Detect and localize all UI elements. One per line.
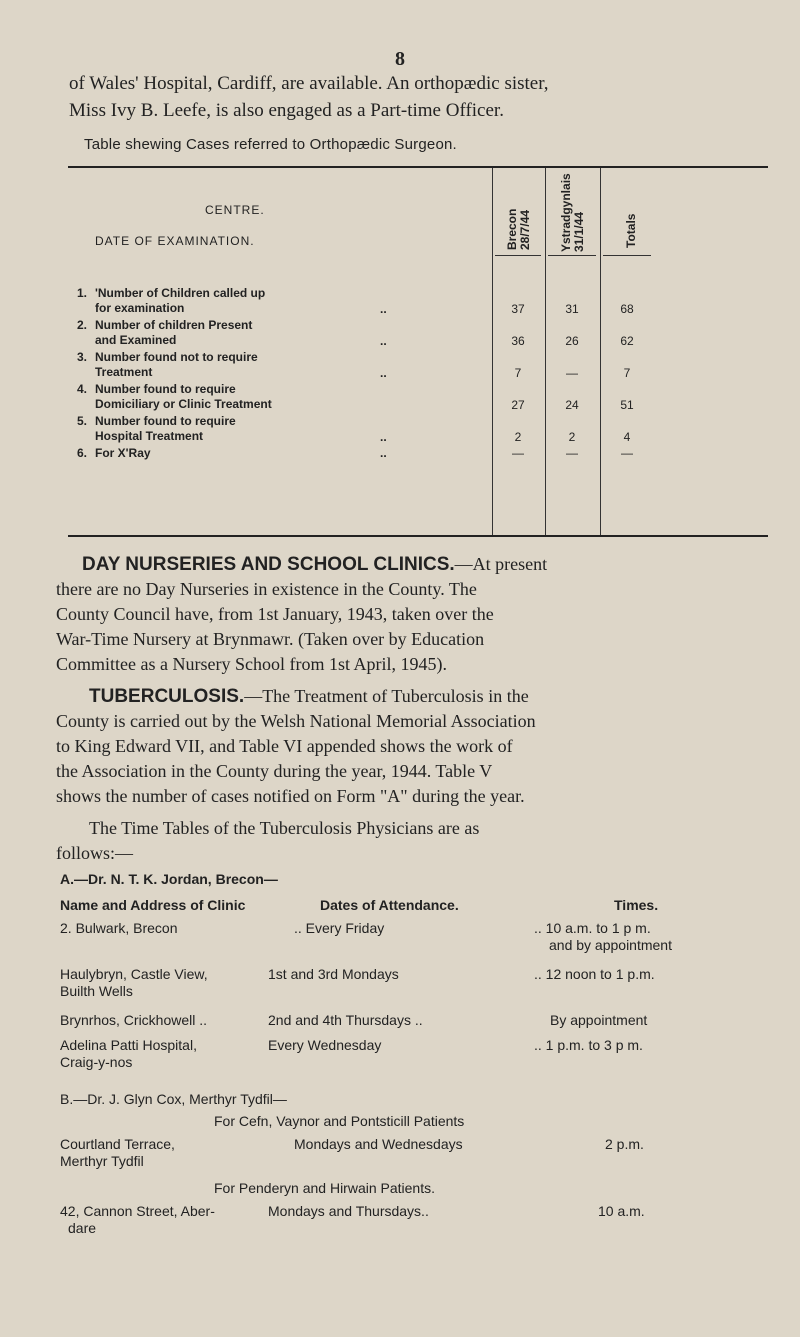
schedule-b-clinic: 42, Cannon Street, Aber- dare (60, 1203, 215, 1236)
schedule-a-clinic: Brynrhos, Crickhowell .. (60, 1012, 208, 1028)
table-divider-3 (600, 168, 601, 535)
schedule-a-dates: .. Every Friday (294, 920, 385, 936)
schedule-b-times: 2 p.m. (605, 1136, 644, 1152)
table-cell: 2 (568, 430, 576, 444)
table-row-label: 4. Number found to require Domiciliary or Clinic Treatment (77, 382, 272, 411)
header-brecon: Brecon 28/7/44 (505, 208, 532, 250)
schedule-a-clinic: Haulybryn, Castle View, Builth Wells (60, 966, 208, 999)
table-row-label: 5. Number found to require Hospital Treatment (77, 414, 236, 443)
table-cell: 36 (511, 334, 525, 348)
table-cell: 51 (620, 398, 634, 412)
intro-line-2: Miss Ivy B. Leefe, is also engaged as a Part-time Officer. (69, 100, 504, 121)
schedule-a-col-dates: Dates of Attendance. (320, 897, 459, 913)
table-caption: Table shewing Cases referred to Orthopædic Surgeon. (84, 136, 457, 153)
table-cell: 31 (565, 302, 579, 316)
leader-dots: .. (380, 334, 387, 348)
table-cell: 7 (623, 366, 631, 380)
header-underline-3 (603, 255, 651, 256)
schedule-b-title: B.—Dr. J. Glyn Cox, Merthyr Tydfil— (60, 1091, 287, 1107)
table-divider-1 (492, 168, 493, 535)
schedule-a-times: .. 1 p.m. to 3 p m. (534, 1037, 643, 1053)
schedule-a-clinic: 2. Bulwark, Brecon (60, 920, 178, 936)
schedule-a-clinic: Adelina Patti Hospital, Craig-y-nos (60, 1037, 197, 1070)
table-divider-2 (545, 168, 546, 535)
schedule-b-dates: Mondays and Thursdays.. (268, 1203, 429, 1219)
table-cell: 68 (620, 302, 634, 316)
schedule-a-title: A.—Dr. N. T. K. Jordan, Brecon— (60, 871, 278, 887)
intro-line-1: of Wales' Hospital, Cardiff, are available. An orthopædic sister, (69, 73, 549, 94)
time-tables-paragraph: The Time Tables of the Tuberculosis Physicians are as follows:— (56, 818, 480, 863)
table-cell: — (566, 446, 578, 460)
table-bottom-rule (68, 535, 768, 537)
schedule-a-dates: 1st and 3rd Mondays (268, 966, 399, 982)
schedule-a-times: .. 10 a.m. to 1 p m. and by appointment (534, 920, 672, 953)
table-row-label: 1. 'Number of Children called up for examination (77, 286, 266, 315)
table-cell: 26 (565, 334, 579, 348)
day-nurseries-paragraph: DAY NURSERIES AND SCHOOL CLINICS.—At present there are no Day Nurseries in existence in the County. The County Council have, from 1st January, 1943, taken over the War-Time Nursery at Brynmawr. (Taken over by Education Committee as a Nursery School from 1st April, 1945). (56, 554, 548, 674)
table-top-rule (68, 166, 768, 168)
schedule-a-col-times: Times. (614, 897, 659, 913)
leader-dots: .. (380, 430, 387, 444)
leader-dots: .. (380, 366, 387, 380)
schedule-a-dates: Every Wednesday (268, 1037, 382, 1053)
table-cell: 4 (623, 430, 631, 444)
table-cell: 7 (514, 366, 522, 380)
schedule-b-times: 10 a.m. (598, 1203, 645, 1219)
schedule-a-times: .. 12 noon to 1 p.m. (534, 966, 655, 982)
leader-dots: .. (380, 302, 387, 316)
table-cell: — (621, 446, 633, 460)
table-cell: — (512, 446, 524, 460)
header-underline-1 (495, 255, 541, 256)
header-centre: CENTRE. (205, 203, 265, 217)
tuberculosis-heading: TUBERCULOSIS. (89, 686, 245, 707)
table-cell: 24 (565, 398, 579, 412)
table-row-label: 2. Number of children Present and Examined (77, 318, 253, 347)
day-nurseries-heading: DAY NURSERIES AND SCHOOL CLINICS. (82, 554, 455, 575)
header-underline-2 (548, 255, 596, 256)
schedule-a-col-clinic: Name and Address of Clinic (60, 897, 246, 913)
schedule-a-times: By appointment (550, 1012, 648, 1028)
schedule-b-subheading: For Penderyn and Hirwain Patients. (214, 1180, 435, 1196)
table-row-label: 6. For X'Ray (77, 446, 151, 460)
table-cell: 2 (514, 430, 522, 444)
table-row-label: 3. Number found not to require Treatment (77, 350, 258, 379)
table-cell: — (566, 366, 578, 380)
schedule-b-clinic: Courtland Terrace, Merthyr Tydfil (60, 1136, 175, 1169)
schedule-a-dates: 2nd and 4th Thursdays .. (268, 1012, 423, 1028)
header-date: DATE OF EXAMINATION. (95, 234, 255, 248)
schedule-b-dates: Mondays and Wednesdays (294, 1136, 463, 1152)
table-cell: 37 (511, 302, 525, 316)
header-ystradgynlais: Ystradgynlais 31/1/44 (559, 173, 586, 252)
table-cell: 27 (511, 398, 525, 412)
header-totals: Totals (624, 213, 638, 248)
tuberculosis-paragraph: TUBERCULOSIS.—The Treatment of Tuberculosis in the County is carried out by the Welsh National Memorial Association to King Edward VII, and Table VI appended shows the work of the Association in the County during the year, 1944. Table V shows the number of cases notified on Form "A" during the year. (56, 686, 536, 806)
table-cell: 62 (620, 334, 634, 348)
leader-dots: .. (380, 446, 387, 460)
schedule-b-subheading: For Cefn, Vaynor and Pontsticill Patients (214, 1113, 465, 1129)
page-number: 8 (395, 48, 405, 70)
